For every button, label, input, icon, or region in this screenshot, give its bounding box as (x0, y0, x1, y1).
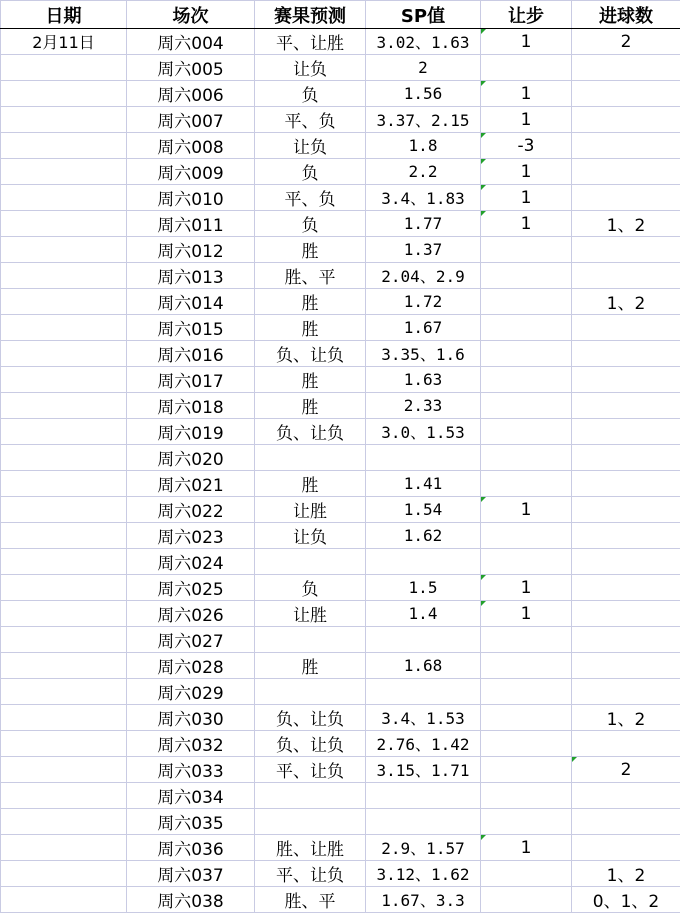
table-row (1, 445, 680, 471)
date-cell[interactable] (1, 263, 127, 289)
table-row (1, 679, 680, 705)
handicap-cell[interactable] (481, 653, 572, 679)
match-cell[interactable]: 周六011 (127, 211, 255, 237)
table-row (1, 549, 680, 575)
prediction-cell[interactable]: 平、负 (255, 185, 366, 211)
match-cell[interactable]: 周六038 (127, 887, 255, 913)
handicap-cell[interactable] (481, 315, 572, 341)
goals-cell[interactable] (572, 523, 680, 549)
sp-value-cell[interactable]: 1.8 (366, 133, 481, 159)
goals-cell[interactable] (572, 341, 680, 367)
table-row (1, 393, 680, 419)
handicap-cell[interactable] (481, 887, 572, 913)
match-cell[interactable]: 周六014 (127, 289, 255, 315)
date-cell[interactable] (1, 627, 127, 653)
date-cell[interactable] (1, 679, 127, 705)
match-cell[interactable]: 周六018 (127, 393, 255, 419)
sp-value-cell[interactable]: 1.4 (366, 601, 481, 627)
date-cell[interactable] (1, 185, 127, 211)
sp-value-cell[interactable]: 1.67 (366, 315, 481, 341)
match-cell[interactable]: 周六036 (127, 835, 255, 861)
handicap-cell[interactable]: 1 (481, 185, 572, 211)
prediction-cell[interactable]: 胜、平 (255, 887, 366, 913)
handicap-cell[interactable] (481, 861, 572, 887)
date-cell[interactable] (1, 601, 127, 627)
table-row (1, 809, 680, 835)
handicap-cell[interactable] (481, 523, 572, 549)
handicap-cell[interactable] (481, 679, 572, 705)
date-cell[interactable] (1, 445, 127, 471)
sp-value-cell[interactable]: 3.02、1.63 (366, 29, 481, 55)
prediction-cell[interactable] (255, 809, 366, 835)
date-cell[interactable] (1, 211, 127, 237)
handicap-cell[interactable] (481, 731, 572, 757)
date-cell[interactable] (1, 393, 127, 419)
sp-value-cell[interactable]: 1.41 (366, 471, 481, 497)
table-row (1, 783, 680, 809)
date-cell[interactable] (1, 367, 127, 393)
prediction-cell[interactable]: 负、让负 (255, 341, 366, 367)
prediction-cell[interactable]: 胜 (255, 315, 366, 341)
table-row (1, 627, 680, 653)
sp-value-cell[interactable]: 3.0、1.53 (366, 419, 481, 445)
date-cell[interactable] (1, 887, 127, 913)
sp-value-cell[interactable]: 1.5 (366, 575, 481, 601)
goals-cell[interactable] (572, 471, 680, 497)
prediction-cell[interactable]: 让胜 (255, 601, 366, 627)
prediction-cell[interactable]: 负、让负 (255, 731, 366, 757)
handicap-cell[interactable] (481, 757, 572, 783)
prediction-cell[interactable]: 胜 (255, 471, 366, 497)
sp-value-cell[interactable]: 3.4、1.83 (366, 185, 481, 211)
handicap-cell[interactable] (481, 367, 572, 393)
goals-cell[interactable] (572, 237, 680, 263)
match-cell[interactable]: 周六028 (127, 653, 255, 679)
match-cell[interactable]: 周六005 (127, 55, 255, 81)
match-cell[interactable]: 周六020 (127, 445, 255, 471)
table-row (1, 159, 680, 185)
date-cell[interactable] (1, 55, 127, 81)
date-cell[interactable] (1, 237, 127, 263)
sp-value-cell[interactable]: 2 (366, 55, 481, 81)
table-row (1, 211, 680, 237)
goals-cell[interactable] (572, 185, 680, 211)
match-cell[interactable]: 周六004 (127, 29, 255, 55)
match-cell[interactable]: 周六023 (127, 523, 255, 549)
sp-value-cell[interactable]: 1.54 (366, 497, 481, 523)
handicap-cell[interactable] (481, 263, 572, 289)
handicap-cell[interactable] (481, 783, 572, 809)
sp-value-cell[interactable] (366, 627, 481, 653)
date-cell[interactable] (1, 341, 127, 367)
sp-value-cell[interactable]: 1.63 (366, 367, 481, 393)
goals-cell[interactable] (572, 81, 680, 107)
table-row (1, 55, 680, 81)
match-cell[interactable]: 周六032 (127, 731, 255, 757)
date-cell[interactable] (1, 523, 127, 549)
sp-value-cell[interactable] (366, 679, 481, 705)
header-handicap[interactable]: 让步 (481, 1, 572, 29)
match-cell[interactable]: 周六006 (127, 81, 255, 107)
date-cell[interactable] (1, 705, 127, 731)
date-cell[interactable] (1, 81, 127, 107)
prediction-cell[interactable]: 负 (255, 159, 366, 185)
handicap-cell[interactable] (481, 341, 572, 367)
table-row (1, 731, 680, 757)
handicap-cell[interactable] (481, 237, 572, 263)
match-cell[interactable]: 周六030 (127, 705, 255, 731)
date-cell[interactable] (1, 549, 127, 575)
sp-value-cell[interactable] (366, 549, 481, 575)
handicap-cell[interactable]: 1 (481, 211, 572, 237)
table-row (1, 653, 680, 679)
goals-cell[interactable] (572, 653, 680, 679)
handicap-cell[interactable] (481, 809, 572, 835)
prediction-cell[interactable]: 让负 (255, 55, 366, 81)
prediction-cell[interactable] (255, 549, 366, 575)
goals-cell[interactable] (572, 627, 680, 653)
handicap-cell[interactable]: 1 (481, 601, 572, 627)
prediction-cell[interactable]: 负、让负 (255, 419, 366, 445)
table-row (1, 757, 680, 783)
match-cell[interactable]: 周六034 (127, 783, 255, 809)
table-row (1, 601, 680, 627)
table-row (1, 705, 680, 731)
prediction-cell[interactable]: 让负 (255, 133, 366, 159)
table-row (1, 471, 680, 497)
match-cell[interactable]: 周六035 (127, 809, 255, 835)
sp-value-cell[interactable]: 3.12、1.62 (366, 861, 481, 887)
date-cell[interactable] (1, 497, 127, 523)
prediction-cell[interactable]: 负 (255, 211, 366, 237)
handicap-cell[interactable]: 1 (481, 29, 572, 55)
goals-cell[interactable]: 2 (572, 29, 680, 55)
prediction-cell[interactable]: 平、让负 (255, 861, 366, 887)
sp-value-cell[interactable] (366, 445, 481, 471)
prediction-cell[interactable]: 平、负 (255, 107, 366, 133)
match-cell[interactable]: 周六024 (127, 549, 255, 575)
table-row (1, 289, 680, 315)
goals-cell[interactable]: 2 (572, 757, 680, 783)
sp-value-cell[interactable]: 2.33 (366, 393, 481, 419)
goals-cell[interactable]: 1、2 (572, 289, 680, 315)
header-prediction[interactable]: 赛果预测 (255, 1, 366, 29)
date-cell[interactable] (1, 419, 127, 445)
prediction-cell[interactable]: 胜、让胜 (255, 835, 366, 861)
date-cell[interactable] (1, 653, 127, 679)
match-cell[interactable]: 周六033 (127, 757, 255, 783)
handicap-cell[interactable] (481, 289, 572, 315)
table-row (1, 523, 680, 549)
header-sp-value[interactable]: SP值 (366, 1, 481, 29)
sp-value-cell[interactable]: 2.9、1.57 (366, 835, 481, 861)
prediction-cell[interactable]: 胜 (255, 237, 366, 263)
sp-value-cell[interactable]: 3.15、1.71 (366, 757, 481, 783)
prediction-cell[interactable]: 负 (255, 81, 366, 107)
match-cell[interactable]: 周六007 (127, 107, 255, 133)
header-date[interactable]: 日期 (1, 1, 127, 29)
sp-value-cell[interactable]: 1.37 (366, 237, 481, 263)
handicap-cell[interactable]: 1 (481, 81, 572, 107)
date-cell[interactable] (1, 107, 127, 133)
goals-cell[interactable] (572, 575, 680, 601)
table-row (1, 263, 680, 289)
prediction-cell[interactable]: 让负 (255, 523, 366, 549)
prediction-cell[interactable] (255, 679, 366, 705)
handicap-cell[interactable]: 1 (481, 497, 572, 523)
table-row (1, 133, 680, 159)
handicap-cell[interactable] (481, 549, 572, 575)
sp-value-cell[interactable]: 3.37、2.15 (366, 107, 481, 133)
prediction-cell[interactable]: 平、让负 (255, 757, 366, 783)
goals-cell[interactable] (572, 393, 680, 419)
goals-cell[interactable] (572, 835, 680, 861)
prediction-cell[interactable]: 胜 (255, 653, 366, 679)
match-cell[interactable]: 周六026 (127, 601, 255, 627)
table-row (1, 185, 680, 211)
match-cell[interactable]: 周六029 (127, 679, 255, 705)
header-match[interactable]: 场次 (127, 1, 255, 29)
handicap-cell[interactable] (481, 419, 572, 445)
match-cell[interactable]: 周六019 (127, 419, 255, 445)
handicap-cell[interactable]: 1 (481, 159, 572, 185)
sp-value-cell[interactable]: 1.68 (366, 653, 481, 679)
match-cell[interactable]: 周六025 (127, 575, 255, 601)
match-cell[interactable]: 周六021 (127, 471, 255, 497)
goals-cell[interactable] (572, 497, 680, 523)
table-row (1, 861, 680, 887)
sp-value-cell[interactable]: 2.76、1.42 (366, 731, 481, 757)
table-row (1, 835, 680, 861)
match-cell[interactable]: 周六012 (127, 237, 255, 263)
handicap-cell[interactable] (481, 471, 572, 497)
handicap-cell[interactable]: 1 (481, 835, 572, 861)
sp-value-cell[interactable] (366, 809, 481, 835)
goals-cell[interactable] (572, 159, 680, 185)
goals-cell[interactable] (572, 55, 680, 81)
match-cell[interactable]: 周六037 (127, 861, 255, 887)
goals-cell[interactable]: 1、2 (572, 211, 680, 237)
table-row (1, 497, 680, 523)
handicap-cell[interactable] (481, 393, 572, 419)
date-cell[interactable] (1, 757, 127, 783)
table-row (1, 81, 680, 107)
date-cell[interactable] (1, 575, 127, 601)
handicap-cell[interactable] (481, 705, 572, 731)
prediction-cell[interactable]: 平、让胜 (255, 29, 366, 55)
table-row (1, 107, 680, 133)
table-row (1, 29, 680, 55)
prediction-cell[interactable]: 让胜 (255, 497, 366, 523)
date-cell[interactable] (1, 731, 127, 757)
table-row (1, 367, 680, 393)
goals-cell[interactable] (572, 419, 680, 445)
match-cell[interactable]: 周六009 (127, 159, 255, 185)
prediction-cell[interactable] (255, 783, 366, 809)
goals-cell[interactable] (572, 809, 680, 835)
date-cell[interactable] (1, 783, 127, 809)
goals-cell[interactable]: 1、2 (572, 705, 680, 731)
goals-cell[interactable] (572, 263, 680, 289)
table-row (1, 575, 680, 601)
handicap-cell[interactable]: -3 (481, 133, 572, 159)
handicap-cell[interactable]: 1 (481, 575, 572, 601)
match-cell[interactable]: 周六016 (127, 341, 255, 367)
table-row (1, 315, 680, 341)
goals-cell[interactable] (572, 783, 680, 809)
goals-cell[interactable] (572, 367, 680, 393)
date-cell[interactable] (1, 289, 127, 315)
goals-cell[interactable] (572, 445, 680, 471)
handicap-cell[interactable] (481, 445, 572, 471)
match-cell[interactable]: 周六017 (127, 367, 255, 393)
prediction-cell[interactable]: 胜、平 (255, 263, 366, 289)
prediction-cell[interactable] (255, 445, 366, 471)
table-row (1, 887, 680, 913)
header-row (1, 1, 680, 29)
sp-value-cell[interactable]: 1.77 (366, 211, 481, 237)
match-cell[interactable]: 周六008 (127, 133, 255, 159)
match-cell[interactable]: 周六013 (127, 263, 255, 289)
sp-value-cell[interactable]: 3.35、1.6 (366, 341, 481, 367)
table-row (1, 341, 680, 367)
handicap-cell[interactable] (481, 627, 572, 653)
goals-cell[interactable]: 0、1、2 (572, 887, 680, 913)
prediction-cell[interactable]: 负 (255, 575, 366, 601)
header-goals[interactable]: 进球数 (572, 1, 680, 29)
sp-value-cell[interactable]: 3.4、1.53 (366, 705, 481, 731)
prediction-cell[interactable]: 胜 (255, 367, 366, 393)
date-cell[interactable] (1, 861, 127, 887)
sp-value-cell[interactable]: 1.62 (366, 523, 481, 549)
goals-cell[interactable]: 1、2 (572, 861, 680, 887)
sp-value-cell[interactable]: 2.04、2.9 (366, 263, 481, 289)
match-cell[interactable]: 周六010 (127, 185, 255, 211)
handicap-cell[interactable]: 1 (481, 107, 572, 133)
goals-cell[interactable] (572, 679, 680, 705)
handicap-cell[interactable] (481, 55, 572, 81)
date-cell[interactable] (1, 835, 127, 861)
table-row (1, 237, 680, 263)
goals-cell[interactable] (572, 601, 680, 627)
match-cell[interactable]: 周六027 (127, 627, 255, 653)
sp-value-cell[interactable]: 1.67、3.3 (366, 887, 481, 913)
goals-cell[interactable] (572, 731, 680, 757)
prediction-cell[interactable]: 负、让负 (255, 705, 366, 731)
sp-value-cell[interactable]: 1.56 (366, 81, 481, 107)
table-row (1, 419, 680, 445)
date-cell[interactable] (1, 133, 127, 159)
date-cell[interactable] (1, 159, 127, 185)
sp-value-cell[interactable]: 2.2 (366, 159, 481, 185)
match-cell[interactable]: 周六022 (127, 497, 255, 523)
date-cell[interactable] (1, 315, 127, 341)
sp-value-cell[interactable]: 1.72 (366, 289, 481, 315)
prediction-cell[interactable]: 胜 (255, 393, 366, 419)
prediction-cell[interactable]: 胜 (255, 289, 366, 315)
date-cell[interactable] (1, 471, 127, 497)
goals-cell[interactable] (572, 107, 680, 133)
date-cell[interactable]: 2月11日 (1, 29, 127, 55)
date-cell[interactable] (1, 809, 127, 835)
prediction-cell[interactable] (255, 627, 366, 653)
goals-cell[interactable] (572, 133, 680, 159)
goals-cell[interactable] (572, 315, 680, 341)
sp-value-cell[interactable] (366, 783, 481, 809)
goals-cell[interactable] (572, 549, 680, 575)
match-cell[interactable]: 周六015 (127, 315, 255, 341)
